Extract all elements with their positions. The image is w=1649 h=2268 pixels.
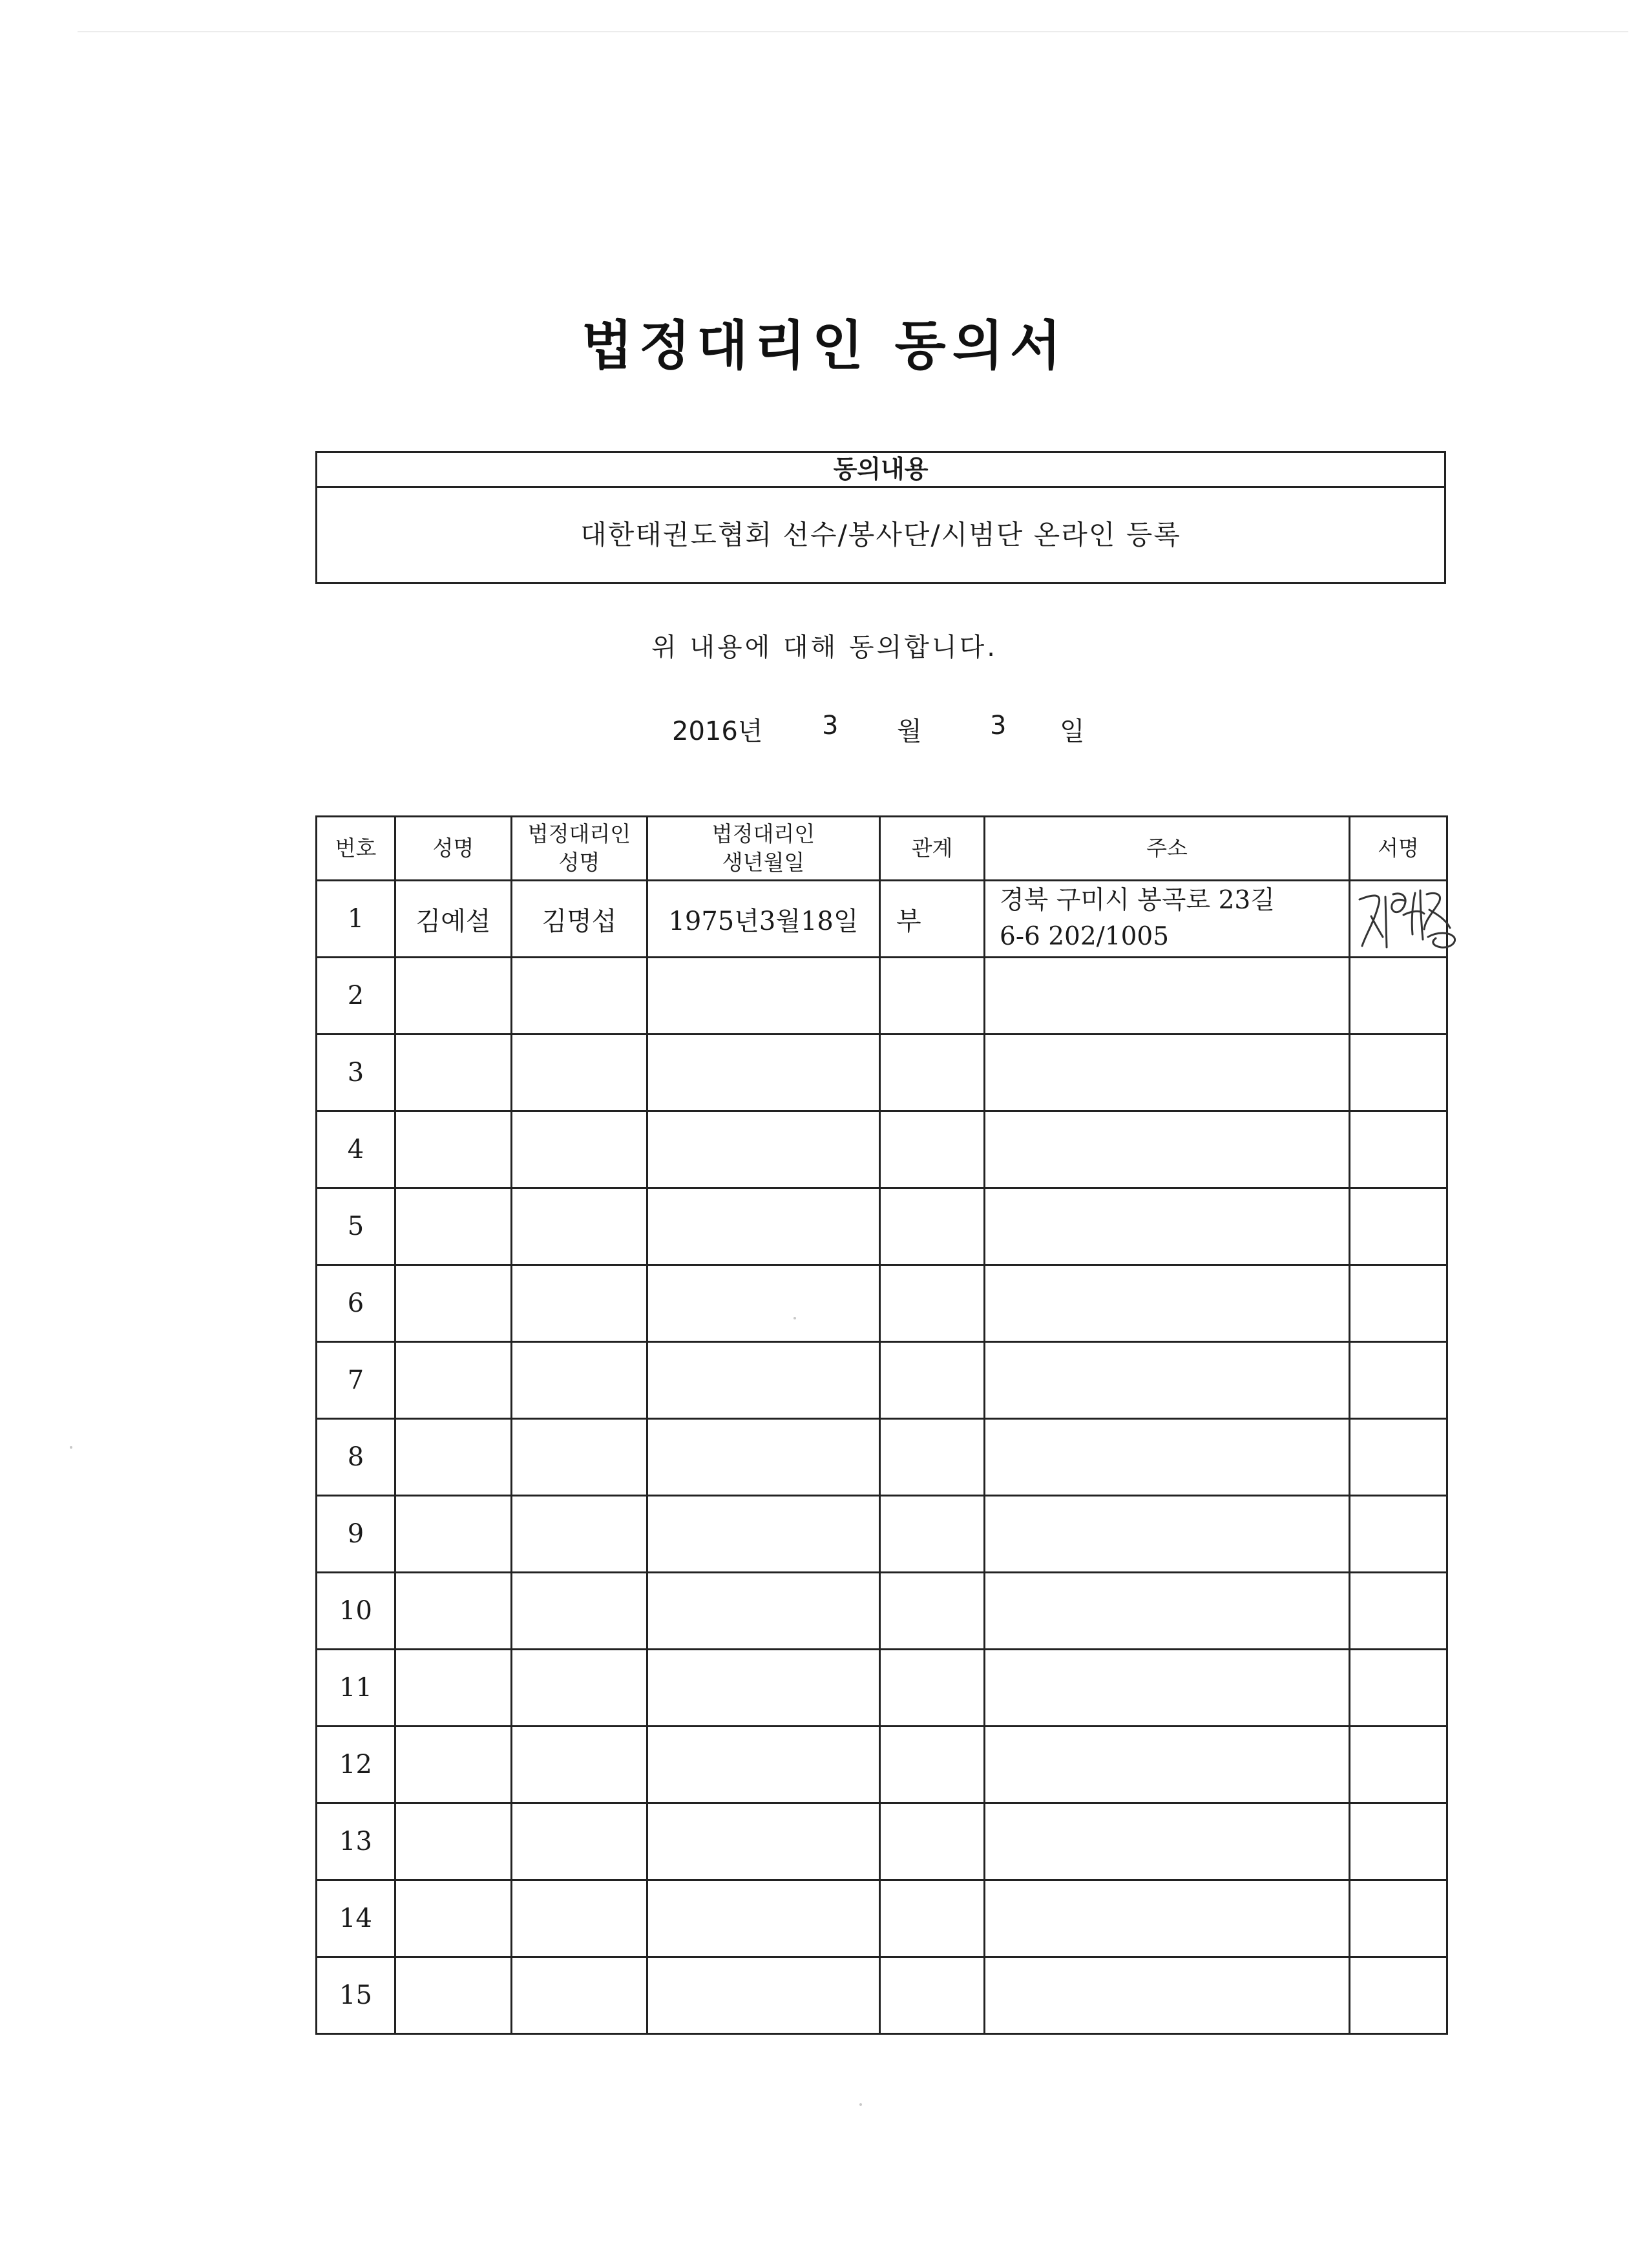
- cell-signature: [1350, 1342, 1447, 1419]
- header-signature: 서명: [1350, 817, 1447, 881]
- cell-address: [985, 1265, 1350, 1342]
- cell-guardian-birthdate: [647, 1111, 880, 1188]
- cell-address: [985, 958, 1350, 1034]
- cell-guardian-name: [512, 1034, 647, 1111]
- table-row: [317, 1803, 1447, 1880]
- cell-relation: [880, 958, 985, 1034]
- cell-relation: [880, 1803, 985, 1880]
- cell-number: 4: [317, 1111, 395, 1188]
- cell-guardian-name: [512, 1265, 647, 1342]
- cell-address: [985, 1650, 1350, 1727]
- handwritten-signature: [1353, 875, 1463, 959]
- date-month-value: 3: [822, 711, 839, 740]
- cell-guardian-name: [512, 1496, 647, 1573]
- cell-address: [985, 1880, 1350, 1957]
- cell-guardian-birthdate: [647, 1803, 880, 1880]
- cell-signature: [1350, 1496, 1447, 1573]
- agree-statement: 위 내용에 대해 동의합니다.: [651, 633, 998, 662]
- cell-address: [985, 1111, 1350, 1188]
- cell-number: 11: [317, 1650, 395, 1727]
- registration-table: [315, 815, 1448, 2035]
- table-row: [317, 1573, 1447, 1650]
- cell-guardian-name: [512, 1573, 647, 1650]
- table-row: [317, 1265, 1447, 1342]
- scan-speck: [859, 2103, 862, 2106]
- cell-address: 경북 구미시 봉곡로 23길 6-6 202/1005: [985, 881, 1350, 958]
- cell-address: [985, 1496, 1350, 1573]
- cell-name: [395, 1034, 512, 1111]
- scan-speck: [70, 1446, 72, 1449]
- cell-name: 김예설: [395, 881, 512, 958]
- cell-address: [985, 1957, 1350, 2034]
- cell-address: [985, 1034, 1350, 1111]
- cell-relation: [880, 1419, 985, 1496]
- cell-signature: [1350, 1573, 1447, 1650]
- cell-guardian-birthdate: [647, 1573, 880, 1650]
- cell-number: 12: [317, 1727, 395, 1803]
- table-row: [317, 1419, 1447, 1496]
- cell-number: 14: [317, 1880, 395, 1957]
- cell-address: [985, 1419, 1350, 1496]
- cell-signature: [1350, 881, 1447, 958]
- cell-guardian-birthdate: [647, 1880, 880, 1957]
- cell-number: 9: [317, 1496, 395, 1573]
- consent-box: [315, 451, 1446, 584]
- table-row: [317, 1496, 1447, 1573]
- cell-number: 1: [317, 881, 395, 958]
- cell-signature: [1350, 1650, 1447, 1727]
- cell-guardian-birthdate: 1975년3월18일: [647, 881, 880, 958]
- cell-signature: [1350, 1111, 1447, 1188]
- cell-signature: [1350, 1957, 1447, 2034]
- cell-guardian-name: [512, 1188, 647, 1265]
- cell-number: 13: [317, 1803, 395, 1880]
- cell-relation: [880, 1650, 985, 1727]
- cell-name: [395, 1496, 512, 1573]
- cell-relation: [880, 1342, 985, 1419]
- header-number: 번호: [317, 817, 395, 881]
- cell-guardian-birthdate: [647, 1727, 880, 1803]
- cell-guardian-name: [512, 1727, 647, 1803]
- cell-guardian-name: [512, 1342, 647, 1419]
- cell-signature: [1350, 958, 1447, 1034]
- cell-relation: [880, 1111, 985, 1188]
- cell-guardian-birthdate: [647, 1034, 880, 1111]
- cell-number: 5: [317, 1188, 395, 1265]
- cell-name: [395, 1650, 512, 1727]
- cell-guardian-birthdate: [647, 958, 880, 1034]
- cell-signature: [1350, 1803, 1447, 1880]
- table-row: [317, 1727, 1447, 1803]
- table-row: [317, 1188, 1447, 1265]
- cell-signature: [1350, 1034, 1447, 1111]
- table-row: [317, 1034, 1447, 1111]
- date-day-label: 일: [1060, 717, 1085, 746]
- header-guardian-birthdate: 법정대리인 생년월일: [647, 817, 880, 881]
- table-row: [317, 1880, 1447, 1957]
- cell-guardian-birthdate: [647, 1650, 880, 1727]
- cell-guardian-name: [512, 1650, 647, 1727]
- cell-number: 6: [317, 1265, 395, 1342]
- cell-name: [395, 1111, 512, 1188]
- cell-signature: [1350, 1727, 1447, 1803]
- cell-name: [395, 1419, 512, 1496]
- document-title: 법정대리인 동의서: [581, 315, 1068, 377]
- cell-relation: [880, 1957, 985, 2034]
- cell-number: 8: [317, 1419, 395, 1496]
- cell-relation: [880, 1880, 985, 1957]
- consent-header: 동의내용: [317, 453, 1444, 488]
- date-month-label: 월: [897, 717, 922, 746]
- cell-name: [395, 1880, 512, 1957]
- table-row: [317, 1111, 1447, 1188]
- cell-guardian-name: [512, 1419, 647, 1496]
- cell-guardian-name: 김명섭: [512, 881, 647, 958]
- cell-name: [395, 958, 512, 1034]
- cell-number: 7: [317, 1342, 395, 1419]
- cell-relation: [880, 1496, 985, 1573]
- cell-guardian-birthdate: [647, 1342, 880, 1419]
- cell-name: [395, 1342, 512, 1419]
- cell-signature: [1350, 1419, 1447, 1496]
- cell-relation: 부: [880, 881, 985, 958]
- consent-body: 대한태권도협회 선수/봉사단/시범단 온라인 등록: [580, 519, 1181, 551]
- cell-number: 15: [317, 1957, 395, 2034]
- cell-guardian-name: [512, 958, 647, 1034]
- cell-relation: [880, 1034, 985, 1111]
- header-name: 성명: [395, 817, 512, 881]
- table-row: [317, 1342, 1447, 1419]
- cell-guardian-birthdate: [647, 1265, 880, 1342]
- cell-address: [985, 1342, 1350, 1419]
- cell-address: [985, 1573, 1350, 1650]
- cell-name: [395, 1727, 512, 1803]
- cell-number: 3: [317, 1034, 395, 1111]
- cell-name: [395, 1188, 512, 1265]
- cell-number: 10: [317, 1573, 395, 1650]
- table-row: [317, 958, 1447, 1034]
- date-day-value: 3: [990, 711, 1007, 740]
- cell-signature: [1350, 1265, 1447, 1342]
- header-relation: 관계: [880, 817, 985, 881]
- cell-guardian-name: [512, 1111, 647, 1188]
- cell-address: [985, 1188, 1350, 1265]
- table-row: [317, 881, 1447, 958]
- table-row: [317, 1957, 1447, 2034]
- cell-guardian-birthdate: [647, 1957, 880, 2034]
- cell-guardian-name: [512, 1957, 647, 2034]
- cell-signature: [1350, 1880, 1447, 1957]
- cell-guardian-name: [512, 1880, 647, 1957]
- cell-name: [395, 1573, 512, 1650]
- header-guardian-name: 법정대리인 성명: [512, 817, 647, 881]
- cell-relation: [880, 1573, 985, 1650]
- table-row: [317, 1650, 1447, 1727]
- cell-number: 2: [317, 958, 395, 1034]
- cell-address: [985, 1803, 1350, 1880]
- cell-guardian-birthdate: [647, 1188, 880, 1265]
- scan-edge-line: [78, 31, 1628, 32]
- cell-guardian-birthdate: [647, 1419, 880, 1496]
- scan-speck: [793, 1317, 796, 1319]
- date-year: 2016년: [672, 717, 763, 746]
- cell-signature: [1350, 1188, 1447, 1265]
- cell-guardian-name: [512, 1803, 647, 1880]
- cell-guardian-birthdate: [647, 1496, 880, 1573]
- cell-name: [395, 1803, 512, 1880]
- table-header-row: [317, 817, 1447, 881]
- header-address: 주소: [985, 817, 1350, 881]
- cell-name: [395, 1957, 512, 2034]
- cell-relation: [880, 1727, 985, 1803]
- cell-relation: [880, 1188, 985, 1265]
- cell-relation: [880, 1265, 985, 1342]
- cell-address: [985, 1727, 1350, 1803]
- cell-name: [395, 1265, 512, 1342]
